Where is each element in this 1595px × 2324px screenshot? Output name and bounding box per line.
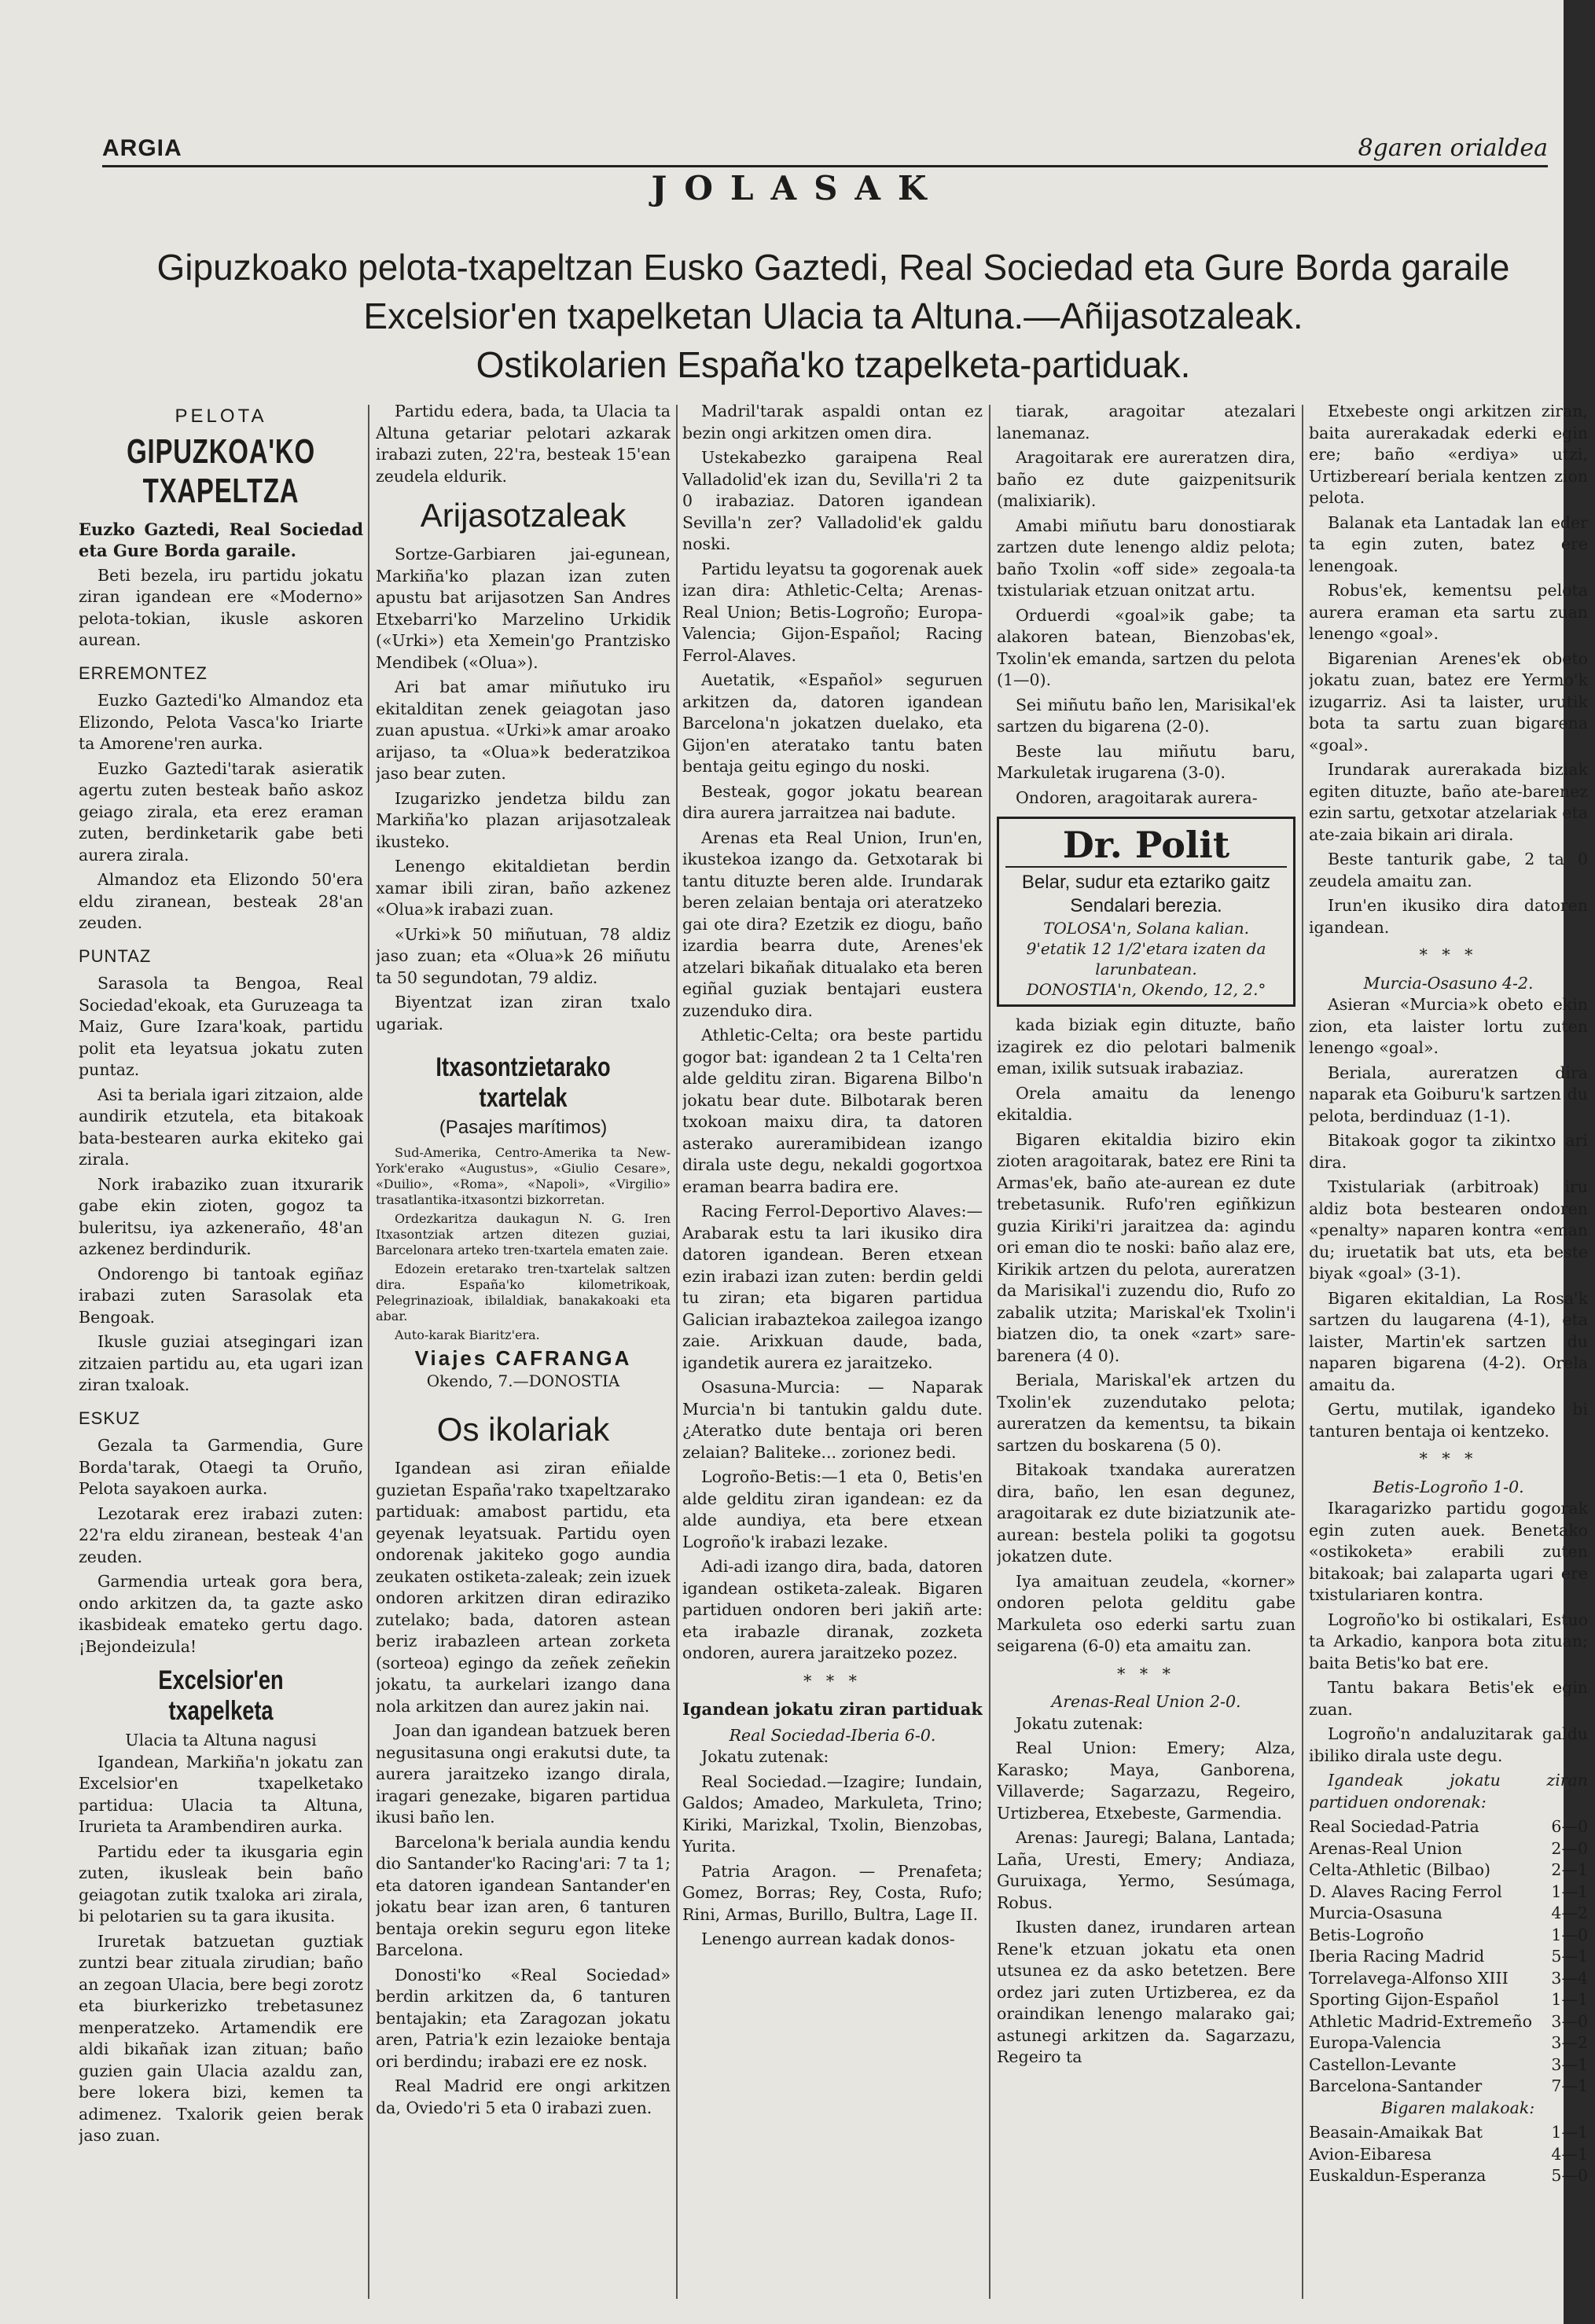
result-score: 2—0 bbox=[1551, 1838, 1588, 1858]
result-match: Beasain-Amaikak Bat bbox=[1309, 2123, 1483, 2142]
result-match: Barcelona-Santander bbox=[1309, 2076, 1483, 2095]
result-row bbox=[1309, 2054, 1588, 2076]
result-score: 5—0 bbox=[1551, 2166, 1588, 2185]
match-title: Real Sociedad-Iberia 6-0. bbox=[729, 1725, 936, 1745]
paragraph: Partidu edera, bada, ta Ulacia ta Altuna getariar pelotari azkarak irabazi zuten, 22'ra, besteak 15'ean zeudela eldurik. bbox=[376, 402, 671, 486]
paragraph: Asieran «Murcia»k obeto ekin zion, eta laister lortu zuten lenengo «goal». bbox=[1309, 995, 1588, 1057]
page-number: 8garen orialdea bbox=[1358, 134, 1548, 162]
article-lead: Euzko Gaztedi, Real Sociedad eta Gure Borda garaile. bbox=[79, 519, 363, 560]
doctor-advert bbox=[997, 817, 1295, 1007]
paragraph: Lenengo ekitaldietan berdin xamar ibili ziran, baño azkenez «Olua»k irabazi zuan. bbox=[376, 857, 671, 919]
result-match: D. Alaves Racing Ferrol bbox=[1309, 1882, 1502, 1901]
result-row bbox=[1309, 2144, 1588, 2166]
paragraph: Besteak, gogor jokatu bearean dira aurera jarraitzea nai badute. bbox=[682, 781, 983, 822]
paragraph: Partidu leyatsu ta gogorenak auek izan dira: Athletic-Celta; Arenas-Real Union; Betis-Logroño; Europa-Valencia; Gijon-Español; Racing Ferrol-Alaves. bbox=[682, 559, 983, 665]
paragraph: Sortze-Garbiaren jai-egunean, Markiña'ko plazan izan zuten apustu bat arijasotzen San Andres Etxebarri'ko Marzelino Urkidik («Urki») eta Xemein'go Prantzisko Mendibek («Olua»). bbox=[376, 545, 671, 672]
result-score: 3—1 bbox=[1551, 2054, 1588, 2074]
result-match: Euskaldun-Esperanza bbox=[1309, 2166, 1487, 2185]
result-score: 3—2 bbox=[1551, 2033, 1588, 2052]
paragraph: Arenas eta Real Union, Irun'en, ikustekoa izango da. Getxotarak bi tantu dituzte beren alde. Irundarak beren zelaian bentaja ori ateratzeko gai ote dira? Ezetzik ez diogu, baño izardia bearra dute, Arenes'ek atzelari bikañak ditualako eta beren egiñal guziak bentajari eustera zuzenduko dira. bbox=[682, 828, 983, 1020]
paragraph: Barcelona'k beriala aundia kendu dio Santander'ko Racing'ari: 7 ta 1; eta datoren igandean Santander'en jokatu bear izan aren, 6 tanturen bentaja orekin seguru egon liteke Barcelona. bbox=[376, 1832, 671, 1959]
result-score: 5—1 bbox=[1551, 1947, 1588, 1966]
advert-agency: Viajes CAFRANGA bbox=[414, 1346, 632, 1370]
result-row bbox=[1309, 1816, 1588, 1838]
headline-line-1: Gipuzkoako pelota-txapeltzan Eusko Gaztedi, Real Sociedad eta Gure Borda garaile bbox=[156, 247, 1510, 288]
result-match: Arenas-Real Union bbox=[1309, 1838, 1463, 1858]
paragraph: Balanak eta Lantadak lan eder ta egin zuten, batez ere lenengoak. bbox=[1309, 512, 1588, 575]
paragraph: Osasuna-Murcia: — Naparak Murcia'n bi tantukin galdu dute. ¿Ateratko dute bentaja ori beren zelaian? Baliteke... zorionez bedi. bbox=[682, 1378, 983, 1462]
paragraph: Lenengo aurrean kadak donos- bbox=[701, 1929, 955, 1948]
paragraph: Lezotarak erez irabazi zuten: 22'ra eldu ziranean, besteak 4'an zeuden. bbox=[79, 1503, 363, 1566]
headline-line-3: Ostikolarien España'ko tzapelketa-partiduak. bbox=[476, 344, 1191, 385]
paragraph: Ikaragarizko partidu gogorak egin zuten auek. Benetako «ostikoketa» erabili zuten bitakoak; bai zalaparta ugari ere txistulariaren kontra. bbox=[1309, 1499, 1588, 1604]
result-match: Celta-Athletic (Bilbao) bbox=[1309, 1860, 1490, 1879]
paragraph: Real Madrid ere ongi arkitzen da, Oviedo'ri 5 eta 0 irabazi zuen. bbox=[376, 2076, 671, 2117]
paragraph: Ustekabezko garaipena Real Valladolid'ek izan du, Sevilla'ri 2 ta 0 irabaziaz. Datoren igandean Sevilla'n zer? Valladolid'ek galdu noski. bbox=[682, 448, 983, 553]
paragraph: Bitakoak txandaka aureratzen dira, baño, len esan degunez, aragoitarak ez dute biziatzunik ate-aurean: bestela poliki ta gogotsu jokatzen dute. bbox=[997, 1460, 1295, 1566]
result-row bbox=[1309, 2122, 1588, 2144]
article-subtitle: Ulacia ta Altuna nagusi bbox=[125, 1731, 317, 1749]
paragraph: Logroño-Betis:—1 eta 0, Betis'en alde gelditu ziran igandean: ez da alde aundiya, eta bere etxean Logroño'k irabazi lezake. bbox=[682, 1467, 983, 1551]
result-match: Sporting Gijon-Español bbox=[1309, 1990, 1499, 2009]
paragraph: Ari bat amar miñutuko iru ekitalditan zenek geiagotan jaso zuan apustua. «Urki»k amar aroako arijaso, ta «Olua»k bederatzikoa jaso bear zuten. bbox=[376, 677, 671, 783]
paragraph: Real Union: Emery; Alza, Karasko; Maya, Ganborena, Villaverde; Sagarzazu, Regeiro, Urtizberea, Etxebeste, Garmendia. bbox=[997, 1738, 1295, 1823]
paragraph: Partidu eder ta ikusgaria egin zuten, ikusleak bein baño geiagotan zutik txaloka ari zirala, bi pelotarien su ta gara ikusita. bbox=[79, 1841, 363, 1926]
result-score: 3—0 bbox=[1551, 2011, 1588, 2031]
result-row bbox=[1309, 2165, 1588, 2187]
result-row bbox=[1309, 1968, 1588, 1990]
result-row bbox=[1309, 2011, 1588, 2033]
paragraph: Robus'ek, kementsu pelota aurera eraman eta sartu zuan lenengo «goal». bbox=[1309, 581, 1588, 643]
result-match: Avion-Eibaresa bbox=[1309, 2144, 1432, 2164]
paragraph: Beriala, aureratzen dira naparak eta Goiburu'k sartzen du pelota, berdinduaz (1-1). bbox=[1309, 1063, 1588, 1125]
advert-body: Belar, sudur eta eztariko gaitz Sendalari berezia. bbox=[1021, 872, 1271, 916]
result-match: Athletic Madrid-Extremeño bbox=[1309, 2011, 1532, 2031]
separator-stars: * * * bbox=[1419, 1449, 1478, 1468]
article-title: Os ikolariak bbox=[436, 1411, 610, 1448]
paragraph: Orela amaitu da lenengo ekitaldia. bbox=[997, 1083, 1295, 1124]
paragraph: Beriala, Mariskal'ek artzen du Txolin'ek zuzendutako pelota; aureratzen da kementsu, ta bikain sartzen du boskarena (5 0). bbox=[997, 1371, 1295, 1455]
paragraph: Joan dan igandean batzuek beren negusitasuna ongi erakutsi dute, ta aurera jaraitzeko izango dirala, iragari genezake, bigaren partidua ikusi baño len. bbox=[376, 1721, 671, 1827]
paragraph: Ondoren, aragoitarak aurera- bbox=[1016, 788, 1258, 807]
result-row bbox=[1309, 1925, 1588, 1947]
column-1 bbox=[79, 401, 363, 2303]
match-title: Murcia-Osasuno 4-2. bbox=[1363, 973, 1534, 993]
paragraph: Igandean asi ziran eñialde guzietan España'rako txapeltzarako partiduak: amabost partidu, eta geyenak leyatsuak. Partidu oyen ondorenak jakiteko gogo aundia zeukaten ostiketa-zaleak; zein izuek ondoren arkitzen diran ediraziko zutelako; bada, datoren astean beriz irabazleen artean zorketa (sorteoa) egingo da zeñek zeñekin jokatu, ta aurkelari izango dana nola arkitzen dan aurez jakin nai. bbox=[376, 1459, 671, 1716]
paragraph: Etxebeste ongi arkitzen ziran, baita aurerakadak ederki egin ere; baño «erdiya» utzi, Urtizberearí beriala kentzen zion pelota. bbox=[1309, 402, 1588, 507]
subheading: Igandean jokatu ziran partiduak bbox=[682, 1699, 983, 1719]
advert-subtitle: (Pasajes marítimos) bbox=[439, 1117, 608, 1138]
paragraph: Real Sociedad.—Izagire; Iundain, Galdos; Amadeo, Markuleta, Trino; Kiriki, Marizkal, Txolin, Bienzobas, Yurita. bbox=[682, 1771, 983, 1856]
paragraph: Bigaren ekitaldia biziro ekin zioten aragoitarak, batez ere Rini ta Armas'ek, baño ate-aurean ez dute trebetasunik. Rufo'ren egiñkizun guzia Kiriki'ri jaraitzea da: agindu ori eman dio te noski: baño alaz ere, Kirikik artzen du pelota, aureratzen da Marisikal'i zuzendu dio, Rufo zo zabalik utzita; Mariskal'ek Txolin'i biatzen dio, ta onek «zart» sare-barenera (4 0). bbox=[997, 1129, 1295, 1365]
paragraph: Logroño'ko bi ostikalari, Estuo ta Arkadio, kanpora bota zituan; baita Betis'ko bat ere. bbox=[1309, 1610, 1588, 1672]
column-3 bbox=[682, 401, 983, 2303]
result-match: Murcia-Osasuna bbox=[1309, 1904, 1442, 1922]
results-list-2 bbox=[1309, 2122, 1588, 2187]
paragraph: Adi-adi izango dira, bada, datoren igandean ostiketa-zaleak. Bigaren partiduen ondoren beri jakiñ arte: eta irabazle diranak, zozketa ondoren, aurera jaraitzeko pozez. bbox=[682, 1557, 983, 1662]
paragraph: Racing Ferrol-Deportivo Alaves:—Arabarak estu ta lari ikusiko dira datoren igandean. Beren etxean ezin irabazi izan zuten: berdin geldi tu ziran; eta bigaren partidua Galician irabaztekoa zailegoa izango zaie. Arixkuan daude, bada, igandetik aurera ez jaraitzeko. bbox=[682, 1202, 983, 1372]
paragraph: Irun'en ikusiko dira datoren igandean. bbox=[1309, 896, 1588, 937]
advert-text: Edozein eretarako tren-txartelak saltzen dira. España'ko kilometrikoak, Pelegrinazioak, ibilaldiak, banakakoaki eta abar. bbox=[376, 1261, 671, 1324]
paragraph: Bitakoak gogor ta zikintxo ari dira. bbox=[1309, 1131, 1588, 1172]
result-row bbox=[1309, 1989, 1588, 2011]
paragraph: Tantu bakara Betis'ek egin zuan. bbox=[1309, 1678, 1588, 1719]
paragraph: Txistulariak (arbitroak) iru aldiz bota bestearen ondoren «penalty» naparen kontra «eman du; iruetatik bat uts, eta beste biyak «goal» (3-1). bbox=[1309, 1177, 1588, 1283]
paragraph: Patria Aragon. — Prenafeta; Gomez, Borras; Rey, Costa, Rufo; Rini, Armas, Burillo, Bultra, Lage II. bbox=[682, 1861, 983, 1924]
paragraph: Iya amaituan zeudela, «korner» ondoren pelota gelditu gabe Markuleta oso ederki sartu zuan seigarena (6-0) eta amaitu zan. bbox=[997, 1571, 1295, 1655]
paragraph: Athletic-Celta; ora beste partidu gogor bat: igandean 2 ta 1 Celta'ren alde gelditu ziran. Bigarena Bilbo'n jokatu bear dute. Bilbotarak beren txokoan maixu dira, ta datoren asterako aureramibidean izango dirala uste degu, nekaldi gogortxoa eraman bearra badira ere. bbox=[682, 1026, 983, 1196]
results-list bbox=[1309, 1816, 1588, 2098]
paragraph: Bigaren ekitaldian, La Rosa'k sartzen du laugarena (4-1), eta laister, Martin'ek sartzen du naparen bigarena (4-2). Orela amaitu da. bbox=[1309, 1288, 1588, 1394]
paragraph: Sei miñutu baño len, Marisikal'ek sartzen du bigarena (2-0). bbox=[997, 695, 1295, 736]
result-score: 1—1 bbox=[1551, 2123, 1588, 2142]
result-row bbox=[1309, 1946, 1588, 1968]
headline-line-2: Excelsior'en txapelketan Ulacia ta Altuna.—Añijasotzaleak. bbox=[363, 296, 1303, 336]
section-kicker: PELOTA bbox=[175, 406, 267, 427]
advert-doctor-name: Dr. Polit bbox=[1005, 824, 1287, 868]
separator-stars: * * * bbox=[1117, 1664, 1175, 1683]
subheading: ESKUZ bbox=[79, 1408, 141, 1428]
paragraph: Izugarizko jendetza bildu zan Markiña'ko plazan arijasotzaleak ikusteko. bbox=[376, 788, 671, 851]
advert-text: Ordezkaritza daukagun N. G. Iren Itxasontziak artzen ditezen guziai, Barcelonara arteko tren-txartela ematen zaie. bbox=[376, 1210, 671, 1257]
result-row bbox=[1309, 1838, 1588, 1860]
paragraph: Ikusle guziai atsegingari izan zitzaien partidu au, eta ugari izan ziran txaloak. bbox=[79, 1332, 363, 1394]
result-row bbox=[1309, 1903, 1588, 1925]
paragraph: Garmendia urteak gora bera, ondo arkitzen da, ta gazte asko ikasbideak emateko gertu dago. ¡Bejondeizula! bbox=[79, 1572, 363, 1656]
subheading: ERREMONTEZ bbox=[79, 663, 208, 683]
paragraph: Almandoz eta Elizondo 50'era eldu ziranean, besteak 28'an zeuden. bbox=[79, 870, 363, 932]
advert-hours: 9'etatik 12 1/2'etara izaten da larunbatean. bbox=[1026, 939, 1266, 978]
paragraph: Nork irabaziko zuan itxurarik gabe ekin zioten, gogoz ta buleritsu, iya azkeneraño, 48'an azkenez berdindurik. bbox=[79, 1174, 363, 1258]
paragraph: Donosti'ko «Real Sociedad» berdin arkitzen da, 6 tanturen bentajakin; eta Zaragozan jokatu aren, Patria'k ezin lezaioke bentaja ori berdindu; irabazi ere ez nosk. bbox=[376, 1965, 671, 2071]
match-title: Betis-Logroño 1-0. bbox=[1373, 1477, 1524, 1496]
paragraph: Beste lau miñutu baru, Markuletak irugarena (3-0). bbox=[997, 741, 1295, 782]
paragraph: Gertu, mutilak, igandeko bi tanturen bentaja oi kentzeko. bbox=[1309, 1400, 1588, 1441]
result-match: Torrelavega-Alfonso XIII bbox=[1309, 1968, 1509, 1988]
paragraph: Asi ta beriala igari zitzaion, alde aundirik etzutela, eta bitakoak bata-bestearen aurka ekiteko gai zirala. bbox=[79, 1085, 363, 1169]
paragraph: Euzko Gaztedi'tarak asieratik agertu zuten besteak baño askoz geiago zirala, eta erez eraman zuten, berdinketarik gabe beti aurera zirala. bbox=[79, 758, 363, 865]
paragraph: Amabi miñutu baru donostiarak zartzen dute lenengo aldiz pelota; baño Txolin «off side» zegoala-ta txistulariak etzuan onitzat artu. bbox=[997, 516, 1295, 600]
results-subheading: Bigaren malakoak: bbox=[1380, 2098, 1535, 2117]
paragraph: Igandean, Markiña'n jokatu zan Excelsior'en txapelketako partidua: Ulacia ta Altuna, Irurieta ta Arambendiren aurka. bbox=[79, 1752, 363, 1836]
paragraph: Beti bezela, iru partidu jokatu ziran igandean ere «Moderno» pelota-tokian, ikusle askoren aurean. bbox=[79, 565, 363, 649]
paragraph: Gezala ta Garmendia, Gure Borda'tarak, Otaegi ta Oruño, Pelota sayakoen aurka. bbox=[79, 1436, 363, 1498]
result-row bbox=[1309, 1882, 1588, 1904]
column-5 bbox=[1309, 401, 1588, 2303]
advert-address: Okendo, 7.—DONOSTIA bbox=[426, 1371, 620, 1390]
result-match: Real Sociedad-Patria bbox=[1309, 1817, 1479, 1836]
advert-address-line: TOLOSA'n, Solana kalian. bbox=[1043, 919, 1249, 938]
column-rule bbox=[368, 405, 369, 2299]
result-score: 3—4 bbox=[1551, 1968, 1588, 1988]
paragraph: Bigarenian Arenes'ek obeto jokatu zuan, batez ere Yermo'k izugarriz. Asi ta laister, urutik bota ta sartu zuan bigarena «goal». bbox=[1309, 648, 1588, 754]
paragraph: kada biziak egin dituzte, baño izagirek ez dio pelotari balmenik eman, ixilik sutsuak irabaziaz. bbox=[997, 1015, 1295, 1078]
paragraph: «Urki»k 50 miñutuan, 78 aldiz jaso zuan; eta «Olua»k 26 miñutu ta 50 segundotan, 79 aldiz. bbox=[376, 924, 671, 987]
result-match: Iberia Racing Madrid bbox=[1309, 1947, 1485, 1966]
result-score: 6—0 bbox=[1551, 1817, 1588, 1836]
column-rule bbox=[676, 405, 678, 2299]
article-title: GIPUZKOA'KO TXAPELTZA bbox=[127, 431, 315, 510]
result-score: 2—1 bbox=[1551, 1860, 1588, 1879]
masthead-name: ARGIA bbox=[102, 135, 182, 161]
advert-title: Itxasontzietarako txartelak bbox=[436, 1052, 611, 1113]
paragraph: Jokatu zutenak: bbox=[1016, 1713, 1144, 1733]
running-header bbox=[102, 126, 1548, 167]
paragraph: Iruretak batzuetan guztiak zuntzi bear zituala zirudian; baño an zegoan Ulacia, bere begi zorotz eta biurkerizko trebetasunez menperatzeko. Artamendik ere aldi bikañak izan zituan; baño guzien gain Ulacia azaldu zan, bere lokera bizi, kemen ta adimenez. Txalorik geien berak jaso zuan. bbox=[79, 1931, 363, 2145]
result-match: Castellon-Levante bbox=[1309, 2054, 1457, 2074]
paragraph: tiarak, aragoitar atezalari lanemanaz. bbox=[997, 402, 1295, 442]
article-title: Excelsior'en txapelketa bbox=[158, 1665, 284, 1726]
column-2 bbox=[376, 401, 671, 2303]
separator-stars: * * * bbox=[1419, 945, 1478, 964]
article-title: Arijasotzaleak bbox=[420, 497, 627, 534]
column-rule bbox=[1302, 405, 1303, 2299]
subheading: PUNTAZ bbox=[79, 945, 152, 966]
paragraph: Jokatu zutenak: bbox=[701, 1747, 829, 1766]
paragraph: Euzko Gaztedi'ko Almandoz eta Elizondo, Pelota Vasca'ko Iriarte ta Amorene'ren aurka. bbox=[79, 691, 363, 753]
result-score: 7—1 bbox=[1551, 2076, 1588, 2095]
result-match: Europa-Valencia bbox=[1309, 2033, 1442, 2052]
paragraph: Madril'tarak aspaldi ontan ez bezin ongi arkitzen omen dira. bbox=[682, 402, 983, 442]
paragraph: Ondorengo bi tantoak egiñaz irabazi zuten Sarasolak eta Bengoak. bbox=[79, 1264, 363, 1327]
paragraph: Biyentzat izan ziran txalo ugariak. bbox=[376, 993, 671, 1034]
paragraph: Arenas: Jauregi; Balana, Lantada; Laña, Uresti, Emery; Andiaza, Guruixaga, Yermo, Sesúmaga, Robus. bbox=[997, 1828, 1295, 1912]
paragraph: Beste tanturik gabe, 2 ta 0 zeudela amaitu zan. bbox=[1309, 850, 1588, 890]
paragraph: Ikusten danez, irundaren artean Rene'k etzuan jokatu eta onen utsunea ez da asko betetzen. Bere ordez jari zuten Urtizberea, ez da oraindikan lenengo malarako gai; astunegi arkitzen da. Sagarzazu, Regeiro ta bbox=[997, 1918, 1295, 2066]
column-4 bbox=[997, 401, 1295, 2303]
result-row bbox=[1309, 2032, 1588, 2054]
advert-text: Auto-karak Biaritz'era. bbox=[395, 1327, 540, 1342]
paragraph: Orduerdi «goal»ik gabe; ta alakoren batean, Bienzobas'ek, Txolin'ek emanda, sartzen du pelota (1—0). bbox=[997, 605, 1295, 689]
result-row bbox=[1309, 1860, 1588, 1882]
paragraph: Auetatik, «Español» seguruen arkitzen da, datoren igandean Barcelona'n jokatzen duelako, eta Gijon'en ateratako tantu baten bentaja geitu egingo du noski. bbox=[682, 670, 983, 776]
result-score: 4—2 bbox=[1551, 1904, 1588, 1922]
separator-stars: * * * bbox=[803, 1671, 862, 1691]
result-match: Betis-Logroño bbox=[1309, 1925, 1424, 1944]
result-score: 1—1 bbox=[1551, 1990, 1588, 2009]
paragraph: Irundarak aurerakada biziak egiten dituzte, baño ate-barenez ezin sartu, getxotar atzelariak eta ate-zaia bikain ari dirala. bbox=[1309, 760, 1588, 844]
results-intro: Igandeak jokatu ziran partiduen ondorenak: bbox=[1309, 1771, 1588, 1812]
match-title: Arenas-Real Union 2-0. bbox=[1051, 1692, 1241, 1711]
column-rule bbox=[989, 405, 990, 2299]
result-row bbox=[1309, 2076, 1588, 2098]
result-score: 4—1 bbox=[1551, 2144, 1588, 2164]
result-score: 1—1 bbox=[1551, 1882, 1588, 1901]
section-title: JOLASAK bbox=[651, 169, 944, 207]
result-score: 1—0 bbox=[1551, 1925, 1588, 1944]
paragraph: Sarasola ta Bengoa, Real Sociedad'ekoak, eta Guruzeaga ta Maiz, Gure Izara'koak, partidu polit eta leyatsua jokatu zuten puntaz. bbox=[79, 974, 363, 1079]
paragraph: Aragoitarak ere aureratzen dira, baño ez dute gaizpenitsurik (malixiarik). bbox=[997, 448, 1295, 510]
advert-text: Sud-Amerika, Centro-Amerika ta New-York'erako «Augustus», «Giulio Cesare», «Duilio», «Roma», «Napoli», «Virgilio» trasatlantika-itxasontzi bizkorretan. bbox=[376, 1144, 671, 1207]
advert-address-line: DONOSTIA'n, Okendo, 12, 2.° bbox=[1026, 980, 1266, 999]
paragraph: Logroño'n andaluzitarak galdu ibiliko dirala uste degu. bbox=[1309, 1724, 1588, 1765]
